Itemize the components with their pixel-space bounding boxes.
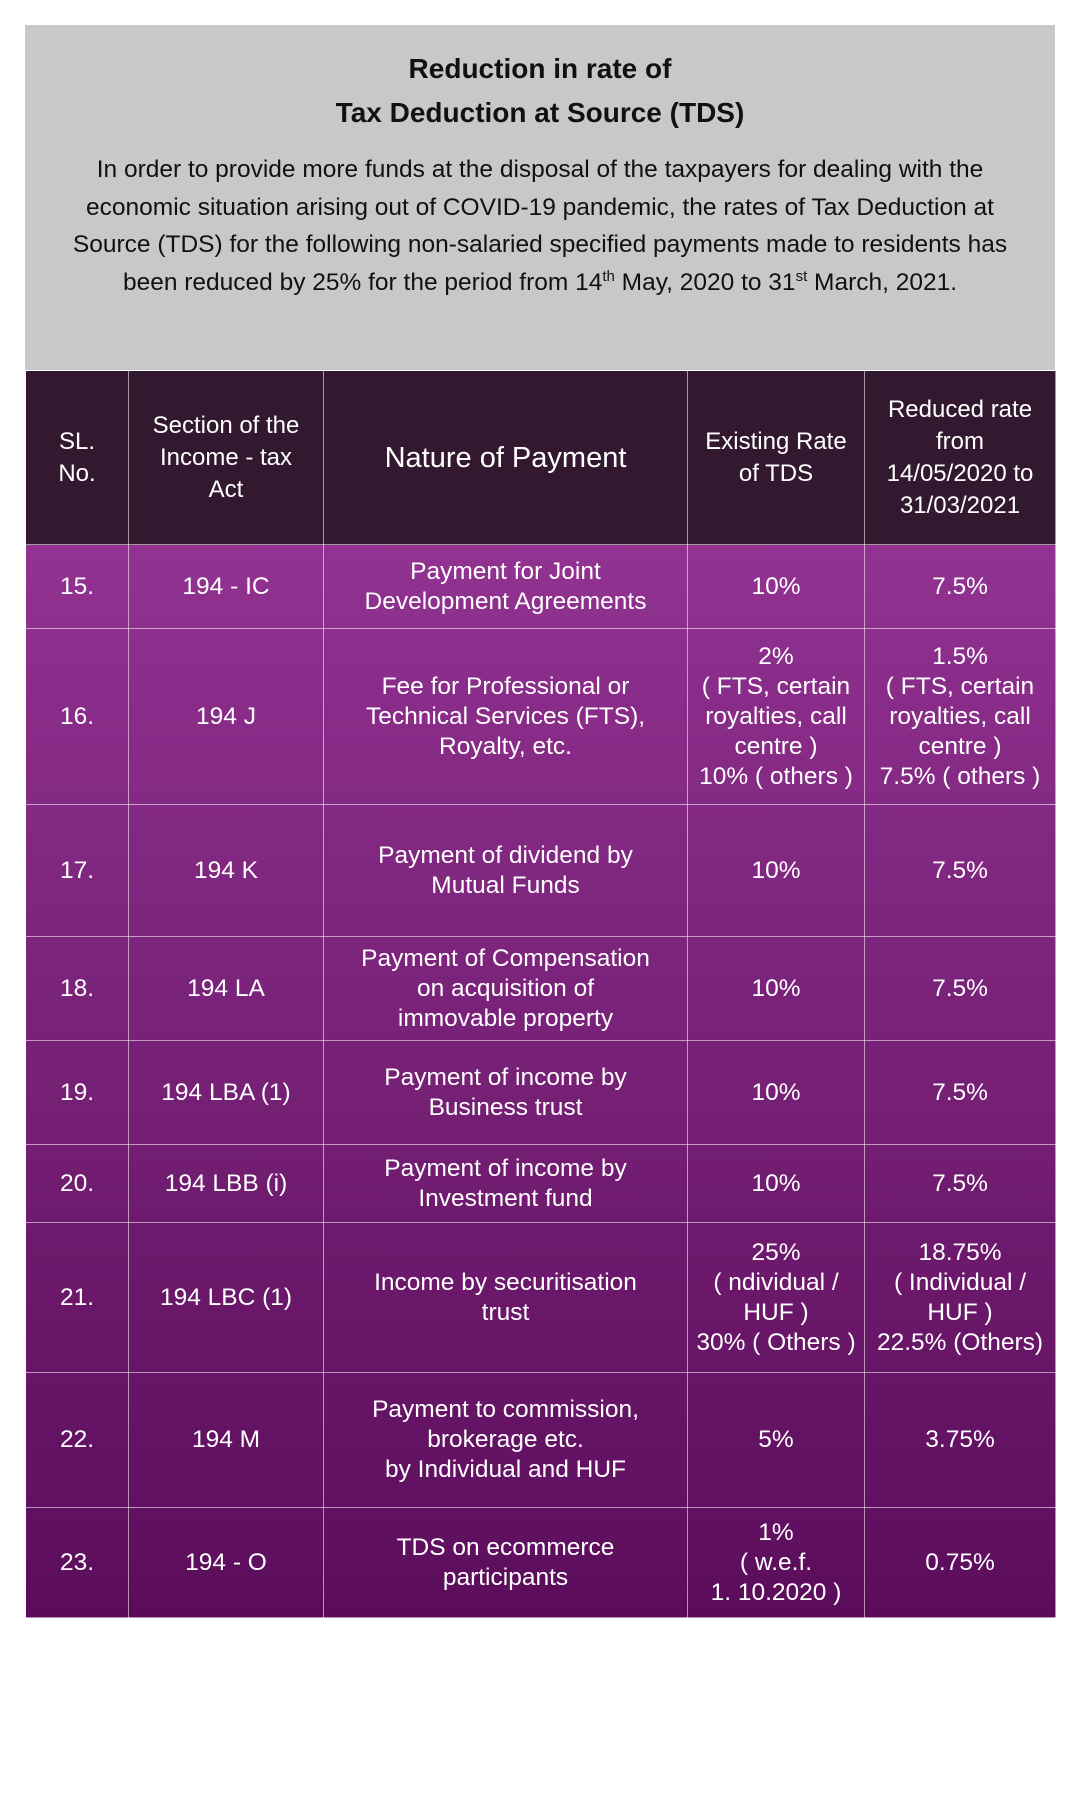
cell-nature bbox=[324, 1145, 688, 1223]
intro-sup-1: th bbox=[602, 267, 615, 285]
cell-nature-line: Investment fund bbox=[418, 1184, 593, 1212]
cell-reduced-rate-line: 1.5% bbox=[932, 642, 988, 670]
cell-nature-line: trust bbox=[481, 1298, 530, 1326]
cell-existing-rate-line: 10% bbox=[751, 572, 801, 600]
cell-nature-line: by Individual and HUF bbox=[384, 1456, 627, 1483]
col-header-existing bbox=[688, 371, 865, 545]
cell-existing-rate bbox=[688, 937, 865, 1041]
cell-section: 194 - IC bbox=[129, 545, 324, 629]
col-header-section-line: Section of the bbox=[152, 411, 300, 439]
cell-nature-line: Fee for Professional or bbox=[381, 672, 630, 700]
table-row bbox=[26, 937, 1056, 1041]
cell-sl: 23. bbox=[26, 1508, 129, 1618]
cell-sl: 21. bbox=[26, 1223, 129, 1373]
cell-section: 194 LBC (1) bbox=[129, 1223, 324, 1373]
cell-existing-rate-line: 10% bbox=[751, 1078, 801, 1106]
cell-nature-line: participants bbox=[442, 1563, 569, 1591]
col-header-section bbox=[129, 371, 324, 545]
cell-reduced-rate bbox=[865, 1145, 1056, 1223]
title-line-1: Reduction in rate of bbox=[408, 53, 672, 84]
table-row bbox=[26, 1373, 1056, 1508]
table-row bbox=[26, 1041, 1056, 1145]
cell-reduced-rate-line: 0.75% bbox=[925, 1548, 995, 1576]
table-row bbox=[26, 629, 1056, 805]
cell-reduced-rate bbox=[865, 545, 1056, 629]
cell-reduced-rate-line: 7.5% ( others ) bbox=[879, 762, 1041, 790]
cell-nature-line: Mutual Funds bbox=[431, 871, 580, 899]
table-body bbox=[26, 545, 1056, 1618]
table-header-row bbox=[26, 371, 1056, 545]
cell-reduced-rate-line: HUF ) bbox=[927, 1298, 993, 1326]
col-header-existing-line: Existing Rate bbox=[705, 427, 847, 455]
cell-reduced-rate-line: 7.5% bbox=[932, 1078, 988, 1106]
cell-sl: 18. bbox=[26, 937, 129, 1041]
cell-nature-line: immovable property bbox=[397, 1004, 614, 1032]
cell-sl: 15. bbox=[26, 545, 129, 629]
cell-nature bbox=[324, 1041, 688, 1145]
cell-existing-rate-line: 2% bbox=[758, 642, 794, 670]
header-panel bbox=[25, 25, 1055, 370]
table-row bbox=[26, 805, 1056, 937]
cell-existing-rate-line: 10% bbox=[751, 1169, 801, 1197]
cell-sl: 20. bbox=[26, 1145, 129, 1223]
cell-nature bbox=[324, 545, 688, 629]
cell-existing-rate-line: 10% ( others ) bbox=[699, 762, 853, 790]
table-row bbox=[26, 545, 1056, 629]
intro-paragraph bbox=[49, 151, 1031, 301]
cell-reduced-rate-line: centre ) bbox=[918, 732, 1002, 760]
cell-sl: 17. bbox=[26, 805, 129, 937]
title-line-2: Tax Deduction at Source (TDS) bbox=[335, 97, 745, 128]
col-header-sl-line: No. bbox=[58, 459, 96, 487]
cell-section: 194 LBA (1) bbox=[129, 1041, 324, 1145]
intro-text-2: May, 2020 to 31 bbox=[614, 268, 796, 296]
cell-reduced-rate-line: ( FTS, certain bbox=[885, 672, 1035, 700]
cell-existing-rate-line: 10% bbox=[751, 974, 801, 1002]
table-row bbox=[26, 1508, 1056, 1618]
cell-sl: 16. bbox=[26, 629, 129, 805]
cell-existing-rate-line: 30% ( Others ) bbox=[696, 1328, 856, 1356]
col-header-section-line: Income - tax bbox=[159, 443, 293, 471]
col-header-section-line: Act bbox=[208, 475, 244, 503]
cell-nature-line: Business trust bbox=[428, 1093, 583, 1121]
cell-reduced-rate-line: 7.5% bbox=[932, 572, 988, 600]
cell-nature-line: on acquisition of bbox=[416, 974, 595, 1002]
cell-reduced-rate-line: 3.75% bbox=[925, 1426, 995, 1453]
cell-section: 194 LA bbox=[129, 937, 324, 1041]
cell-nature bbox=[324, 1223, 688, 1373]
cell-existing-rate-line: 25% bbox=[751, 1238, 801, 1266]
cell-reduced-rate bbox=[865, 1041, 1056, 1145]
cell-reduced-rate-line: 22.5% (Others) bbox=[876, 1328, 1044, 1356]
col-header-reduced-line: from bbox=[936, 427, 984, 455]
cell-reduced-rate-line: ( Individual / bbox=[893, 1268, 1027, 1296]
cell-nature bbox=[324, 1508, 688, 1618]
cell-nature-line: TDS on ecommerce bbox=[396, 1533, 615, 1561]
cell-nature-line: Payment of Compensation bbox=[361, 944, 650, 972]
cell-reduced-rate bbox=[865, 1508, 1056, 1618]
cell-nature-line: Royalty, etc. bbox=[439, 732, 572, 760]
cell-existing-rate-line: centre ) bbox=[734, 732, 818, 760]
cell-reduced-rate-line: royalties, call bbox=[889, 702, 1031, 730]
cell-nature-line: Development Agreements bbox=[364, 587, 647, 615]
cell-nature-line: Income by securitisation bbox=[374, 1268, 637, 1296]
cell-existing-rate bbox=[688, 1373, 865, 1508]
cell-nature-line: Payment of income by bbox=[384, 1063, 627, 1091]
cell-reduced-rate bbox=[865, 629, 1056, 805]
cell-existing-rate-line: 5% bbox=[758, 1426, 794, 1453]
cell-existing-rate bbox=[688, 629, 865, 805]
cell-nature-line: Payment for Joint bbox=[410, 557, 601, 585]
col-header-sl-line: SL. bbox=[58, 427, 96, 455]
cell-nature-line: Payment of dividend by bbox=[378, 841, 633, 869]
cell-nature-line: Technical Services (FTS), bbox=[365, 702, 646, 730]
cell-existing-rate-line: ( ndividual / bbox=[713, 1268, 839, 1296]
cell-section: 194 M bbox=[129, 1373, 324, 1508]
cell-reduced-rate-line: 7.5% bbox=[932, 974, 988, 1002]
cell-nature-line: brokerage etc. bbox=[427, 1426, 584, 1453]
cell-existing-rate-line: HUF ) bbox=[743, 1298, 809, 1326]
cell-reduced-rate bbox=[865, 1373, 1056, 1508]
cell-nature bbox=[324, 805, 688, 937]
cell-existing-rate-line: 10% bbox=[751, 856, 801, 884]
cell-nature bbox=[324, 1373, 688, 1508]
cell-reduced-rate bbox=[865, 1223, 1056, 1373]
col-header-nature bbox=[324, 371, 688, 545]
cell-reduced-rate-line: 18.75% bbox=[918, 1238, 1002, 1266]
table-row bbox=[26, 1145, 1056, 1223]
cell-nature-line: Payment to commission, bbox=[372, 1396, 639, 1423]
col-header-reduced-line: Reduced rate bbox=[887, 395, 1033, 423]
cell-existing-rate-line: ( w.e.f. bbox=[739, 1548, 813, 1576]
cell-existing-rate-line: 1% bbox=[758, 1518, 794, 1546]
cell-section: 194 LBB (i) bbox=[129, 1145, 324, 1223]
cell-existing-rate-line: 1. 10.2020 ) bbox=[710, 1578, 842, 1606]
cell-existing-rate bbox=[688, 805, 865, 937]
intro-sup-2: st bbox=[795, 267, 808, 285]
cell-section: 194 K bbox=[129, 805, 324, 937]
cell-nature bbox=[324, 629, 688, 805]
cell-sl: 22. bbox=[26, 1373, 129, 1508]
tds-sheet bbox=[25, 25, 1055, 1618]
col-header-reduced-line: 31/03/2021 bbox=[899, 491, 1021, 519]
cell-reduced-rate bbox=[865, 805, 1056, 937]
cell-existing-rate bbox=[688, 1508, 865, 1618]
cell-nature bbox=[324, 937, 688, 1041]
intro-text-1: In order to provide more funds at the disposal of the taxpayers for dealing with the economic situation arising out of COVID-19 pandemic, the rates of Tax Deduction at Source (TDS) for the following non-salaried specified payments made to residents has been reduced by 25% for the period from 14 bbox=[72, 156, 1008, 296]
cell-existing-rate bbox=[688, 1223, 865, 1373]
cell-reduced-rate-line: 7.5% bbox=[932, 856, 988, 884]
cell-existing-rate bbox=[688, 1041, 865, 1145]
tds-table bbox=[25, 370, 1056, 1618]
cell-existing-rate-line: ( FTS, certain bbox=[701, 672, 851, 700]
cell-existing-rate bbox=[688, 545, 865, 629]
cell-existing-rate bbox=[688, 1145, 865, 1223]
col-header-reduced bbox=[865, 371, 1056, 545]
col-header-nature-line: Nature of Payment bbox=[384, 441, 627, 474]
cell-nature-line: Payment of income by bbox=[384, 1154, 627, 1182]
cell-section: 194 - O bbox=[129, 1508, 324, 1618]
cell-sl: 19. bbox=[26, 1041, 129, 1145]
col-header-existing-line: of TDS bbox=[738, 459, 814, 487]
table-row bbox=[26, 1223, 1056, 1373]
cell-reduced-rate bbox=[865, 937, 1056, 1041]
intro-text-3: March, 2021. bbox=[807, 268, 958, 296]
cell-existing-rate-line: royalties, call bbox=[705, 702, 847, 730]
cell-reduced-rate-line: 7.5% bbox=[932, 1169, 988, 1197]
col-header-reduced-line: 14/05/2020 to bbox=[886, 459, 1034, 487]
cell-section: 194 J bbox=[129, 629, 324, 805]
title bbox=[49, 47, 1031, 135]
col-header-sl bbox=[26, 371, 129, 545]
